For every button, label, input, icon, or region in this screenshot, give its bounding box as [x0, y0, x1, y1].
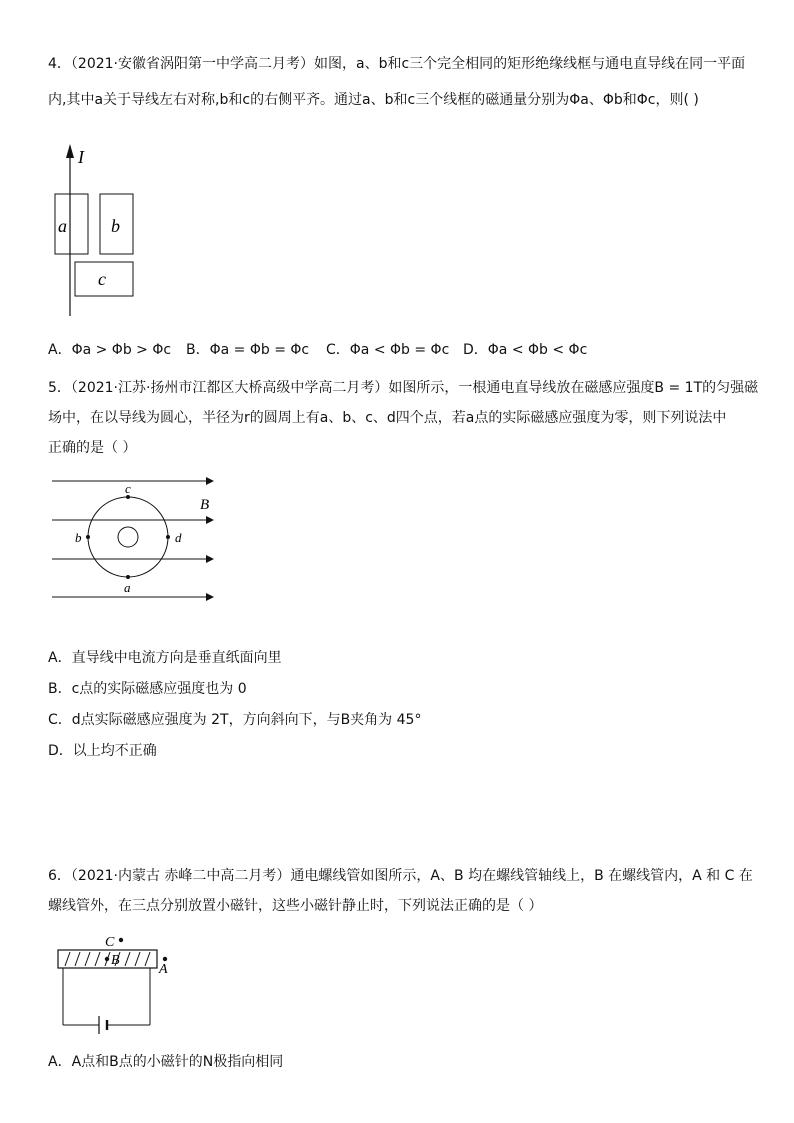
q6-stem-line2: 螺线管外，在三点分别放置小磁针，这些小磁针静止时，下列说法正确的是（ ） — [48, 898, 543, 914]
q5-label-a: a — [124, 580, 131, 595]
q5-wire-cross-section — [118, 527, 138, 547]
q6-point-a — [163, 957, 167, 961]
q5-point-b — [86, 535, 90, 539]
q5-field-label: B — [200, 497, 210, 513]
q4-box-b-label: b — [111, 216, 120, 236]
q4-box-a-label: a — [58, 216, 67, 236]
q6-point-c — [119, 938, 123, 942]
q5-label-c: c — [125, 481, 131, 496]
q4-option-d[interactable]: D．Φa < Φb < Φc — [463, 342, 588, 358]
q5-stem-line2: 场中，在以导线为圆心，半径为r的圆周上有a、b、c、d四个点，若a点的实际磁感应强度为零，则下列说法中 — [48, 410, 727, 426]
q5-option-d[interactable]: D．以上均不正确 — [48, 743, 157, 759]
q6-label-c: C — [105, 935, 115, 950]
q5-stem-line3: 正确的是（ ） — [48, 440, 137, 456]
q6-figure — [55, 928, 185, 1038]
q6-label-a: A — [159, 962, 168, 977]
q5-option-b[interactable]: B．c点的实际磁感应强度也为 0 — [48, 681, 247, 697]
q4-option-b[interactable]: B．Φa = Φb = Φc — [186, 342, 310, 358]
q6-label-b: B — [111, 953, 120, 968]
q4-stem-line1: 4．（2021·安徽省涡阳第一中学高二月考）如图，a、b和c三个完全相同的矩形绝缘线框与通电直导线在同一平面 — [48, 56, 746, 72]
q5-figure — [50, 475, 225, 605]
q4-current-label: I — [78, 147, 84, 167]
q4-box-c-label: c — [98, 269, 106, 289]
q4-current-arrow — [66, 144, 74, 158]
q5-point-d — [166, 535, 170, 539]
q5-option-a[interactable]: A．直导线中电流方向是垂直纸面向里 — [48, 650, 282, 666]
q5-stem-line1: 5．（2021·江苏·扬州市江都区大桥高级中学高二月考）如图所示，一根通电直导线放在磁感应强度B = 1T的匀强磁 — [48, 380, 759, 396]
q4-figure — [50, 136, 150, 321]
q6-stem-line1: 6．（2021·内蒙古 赤峰二中高二月考）通电螺线管如图所示，A、B 均在螺线管轴线上，B 在螺线管内，A 和 C 在 — [48, 868, 753, 884]
q6-point-b — [105, 957, 109, 961]
q6-option-a[interactable]: A．A点和B点的小磁针的N极指向相同 — [48, 1054, 284, 1070]
q4-stem-line2: 内,其中a关于导线左右对称,b和c的右侧平齐。通过a、b和c三个线框的磁通量分别为Φa、Φb和Φc，则( ) — [48, 92, 699, 108]
q5-option-c[interactable]: C．d点实际磁感应强度为 2T，方向斜向下，与B夹角为 45° — [48, 712, 422, 728]
q5-point-a — [126, 575, 130, 579]
q5-label-d: d — [175, 530, 182, 545]
q4-option-c[interactable]: C．Φa < Φb = Φc — [326, 342, 450, 358]
q5-label-b: b — [75, 530, 82, 545]
q4-option-a[interactable]: A．Φa > Φb > Φc — [48, 342, 172, 358]
